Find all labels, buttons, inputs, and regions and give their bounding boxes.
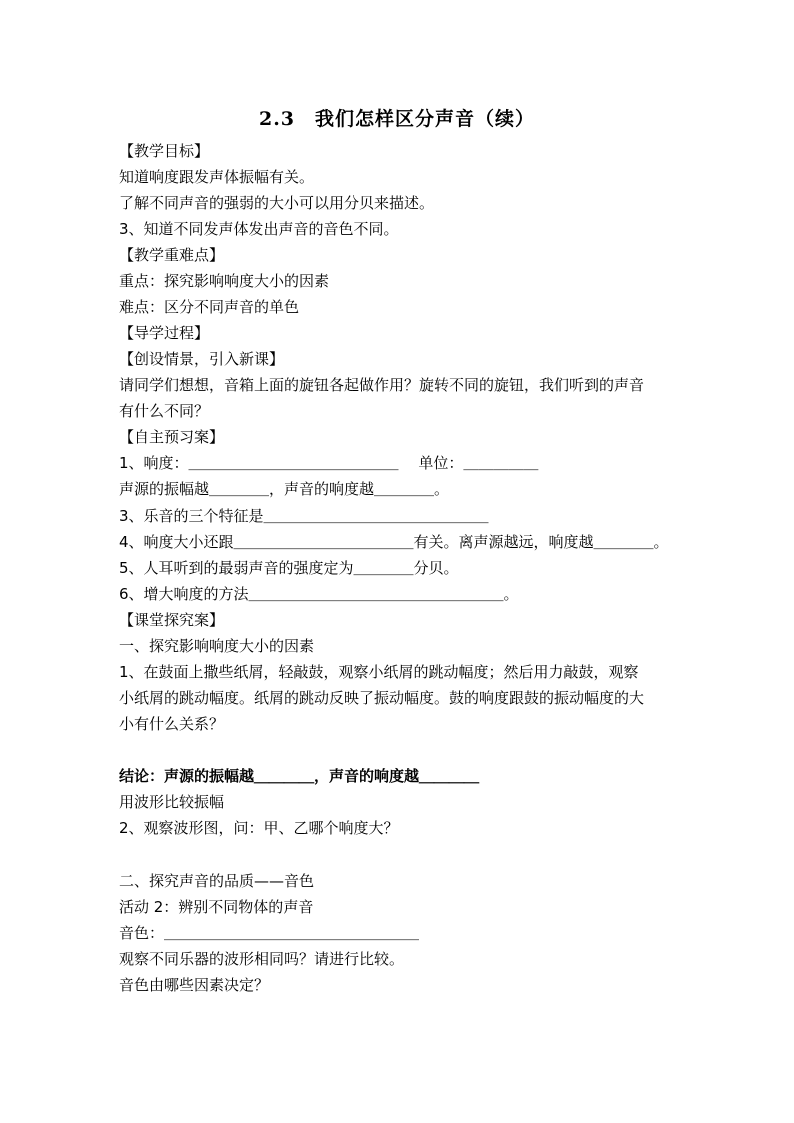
fill-blank-line: 4、响度大小还跟＿＿＿＿＿＿＿＿＿＿＿＿有关。离声源越远，响度越＿＿＿＿。 xyxy=(119,533,669,551)
text-line: 重点：探究影响响度大小的因素 xyxy=(119,272,330,290)
text-line: 小有什么关系？ xyxy=(119,715,225,733)
heading-class-inquiry: 【课堂探究案】 xyxy=(119,611,225,629)
heading-guide-process: 【导学过程】 xyxy=(119,324,210,342)
heading-introduction: 【创设情景，引入新课】 xyxy=(119,350,285,368)
fill-blank-line: 3、乐音的三个特征是＿＿＿＿＿＿＿＿＿＿＿＿＿＿＿ xyxy=(119,507,489,525)
text-line: 难点：区分不同声音的单色 xyxy=(119,298,300,316)
page-title: 2.3 我们怎样区分声音（续） xyxy=(258,108,536,130)
heading-key-points: 【教学重难点】 xyxy=(119,246,225,264)
text-line: 请同学们想想，音箱上面的旋钮各起做作用？旋转不同的旋钮，我们听到的声音 xyxy=(119,376,645,394)
fill-blank-line: 声源的振幅越＿＿＿＿，声音的响度越＿＿＿＿。 xyxy=(119,480,450,498)
conclusion-line: 结论：声源的振幅越＿＿＿＿，声音的响度越＿＿＿＿ xyxy=(119,767,480,785)
fill-blank-line: 1、响度：＿＿＿＿＿＿＿＿＿＿＿＿＿＿ 单位：＿＿＿＿＿ xyxy=(119,454,539,472)
text-line: 用波形比较振幅 xyxy=(119,793,225,811)
text-line: 活动 2：辨别不同物体的声音 xyxy=(119,898,314,916)
fill-blank-line: 音色：＿＿＿＿＿＿＿＿＿＿＿＿＿＿＿＿＿ xyxy=(119,924,420,942)
text-line: 音色由哪些因素决定？ xyxy=(119,976,270,994)
text-line: 3、知道不同发声体发出声音的音色不同。 xyxy=(119,220,399,238)
section-heading: 一、探究影响响度大小的因素 xyxy=(119,637,315,655)
text-line: 2、观察波形图，问：甲、乙哪个响度大？ xyxy=(119,819,399,837)
text-line: 知道响度跟发声体振幅有关。 xyxy=(119,168,315,186)
heading-self-study: 【自主预习案】 xyxy=(119,428,225,446)
text-line: 了解不同声音的强弱的大小可以用分贝来描述。 xyxy=(119,194,435,212)
fill-blank-line: 5、人耳听到的最弱声音的强度定为＿＿＿＿分贝。 xyxy=(119,559,459,577)
section-heading: 二、探究声音的品质——音色 xyxy=(119,872,315,890)
text-line: 1、在鼓面上撒些纸屑，轻敲鼓，观察小纸屑的跳动幅度；然后用力敲鼓，观察 xyxy=(119,663,639,681)
heading-teaching-goals: 【教学目标】 xyxy=(119,142,210,160)
fill-blank-line: 6、增大响度的方法＿＿＿＿＿＿＿＿＿＿＿＿＿＿＿＿＿。 xyxy=(119,585,519,603)
text-line: 观察不同乐器的波形相同吗？请进行比较。 xyxy=(119,950,405,968)
text-line: 有什么不同？ xyxy=(119,402,210,420)
text-line: 小纸屑的跳动幅度。纸屑的跳动反映了振动幅度。鼓的响度跟鼓的振动幅度的大 xyxy=(119,689,645,707)
